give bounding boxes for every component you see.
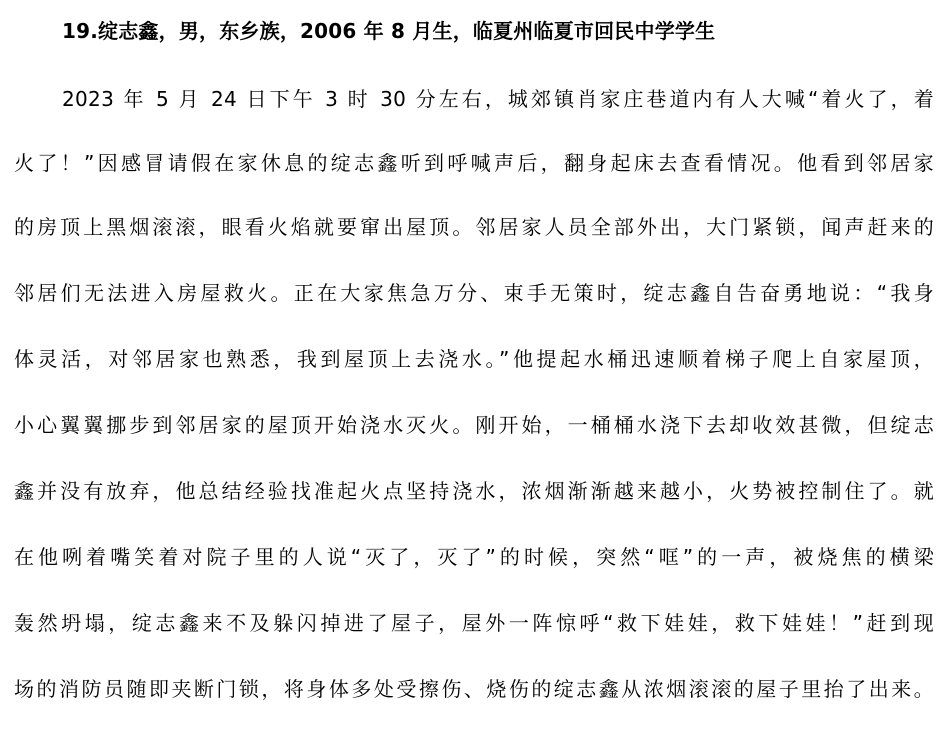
paragraph-line: 场的消防员随即夹断门锁，将身体多处受擦伤、烧伤的绽志鑫从浓烟滚滚的屋子里抬了出来。	[14, 677, 934, 701]
paragraph-line: 的房顶上黑烟滚滚，眼看火焰就要窜出屋顶。邻居家人员全部外出，大门紧锁，闻声赶来的	[14, 215, 934, 239]
paragraph-line: 体灵活，对邻居家也熟悉，我到屋顶上去浇水。”他提起水桶迅速顺着梯子爬上自家屋顶，	[14, 347, 934, 371]
paragraph-line: 2023 年 5 月 24 日下午 3 时 30 分左右，城郊镇肖家庄巷道内有人大喊“着火了，着	[62, 87, 934, 111]
paragraph-line: 在他咧着嘴笑着对院子里的人说“灭了，灭了”的时候，突然“哐”的一声，被烧焦的横梁	[14, 545, 934, 569]
document-heading: 19.绽志鑫，男，东乡族，2006 年 8 月生，临夏州临夏市回民中学学生	[62, 19, 716, 43]
paragraph-line: 鑫并没有放弃，他总结经验找准起火点坚持浇水，浓烟渐渐越来越小，火势被控制住了。就	[14, 479, 934, 503]
paragraph-line: 邻居们无法进入房屋救火。正在大家焦急万分、束手无策时，绽志鑫自告奋勇地说：“我身	[14, 281, 934, 305]
paragraph-line: 小心翼翼挪步到邻居家的屋顶开始浇水灭火。刚开始，一桶桶水浇下去却收效甚微，但绽志	[14, 413, 934, 437]
paragraph-line: 轰然坍塌，绽志鑫来不及躲闪掉进了屋子，屋外一阵惊呼“救下娃娃，救下娃娃！”赶到现	[14, 611, 934, 635]
paragraph-line: 火了！”因感冒请假在家休息的绽志鑫听到呼喊声后，翻身起床去查看情况。他看到邻居家	[14, 151, 934, 175]
